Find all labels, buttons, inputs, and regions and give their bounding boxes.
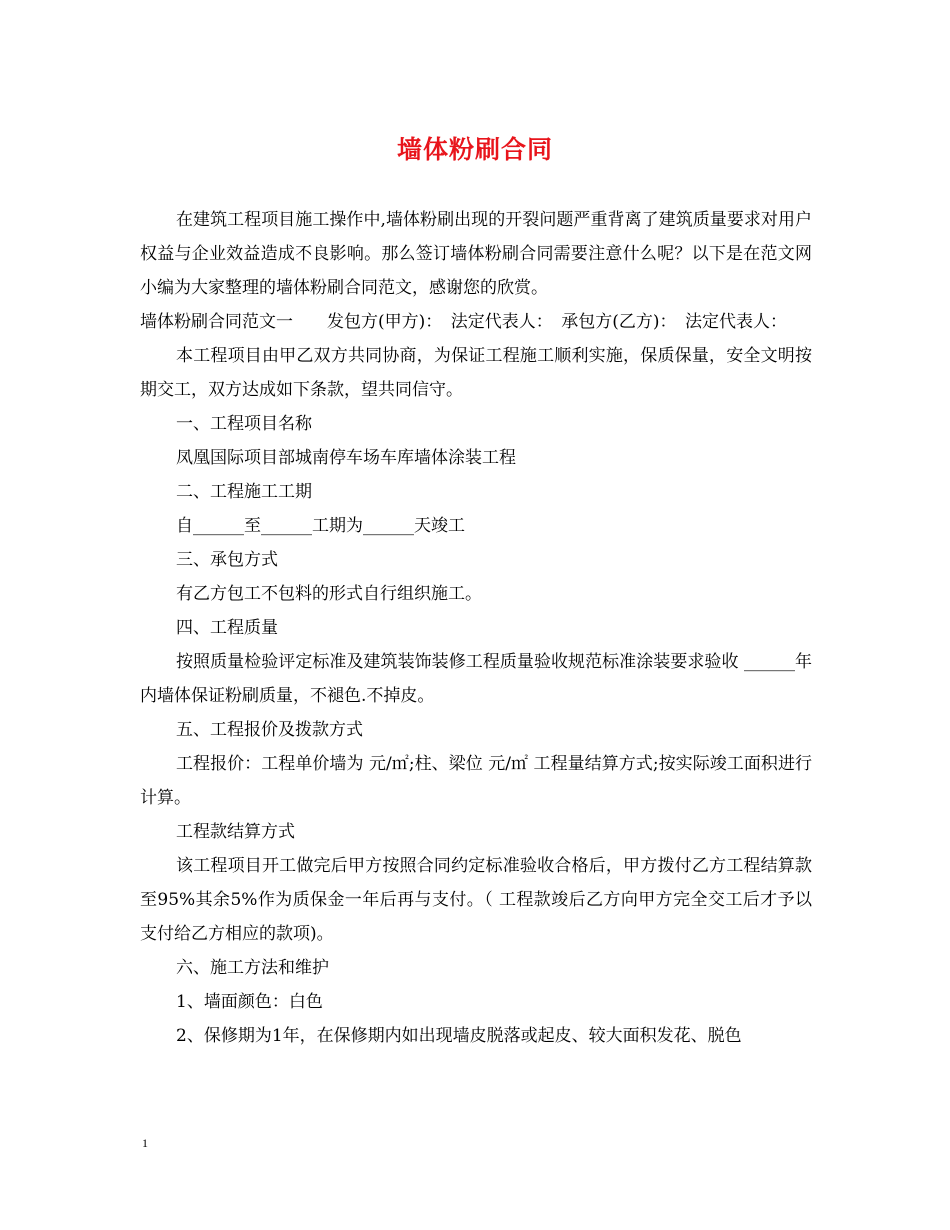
settlement-heading: 工程款结算方式 [176, 822, 295, 842]
warranty-item: 2、保修期为1年，在保修期内如出现墙皮脱落或起皮、较大面积发花、脱色 [176, 1026, 742, 1046]
section-heading-method-maintenance: 六、施工方法和维护 [176, 958, 329, 978]
settlement-text: 该工程项目开工做完后甲方按照合同约定标准验收合格后，甲方拨付乙方工程结算款至95%其余5%作为质保金一年后再与支付。（ 工程款竣后乙方向甲方完全交工后才予以支付给乙方相应的款项)。 [140, 856, 812, 944]
project-name-text: 凤凰国际项目部城南停车场车库墙体涂装工程 [176, 448, 516, 468]
contract-method-text: 有乙方包工不包料的形式自行组织施工。 [176, 584, 482, 604]
document-body [140, 203, 812, 1053]
pricing-text: 工程报价：工程单价墙为 元/㎡;柱、梁位 元/㎡ 工程量结算方式;按实际竣工面积进行计算。 [140, 754, 812, 808]
quality-text: 按照质量检验评定标准及建筑装饰装修工程质量验收规范标准涂装要求验收 ______年内墙体保证粉刷质量，不褪色.不掉皮。 [140, 652, 812, 706]
section-heading-contract-method: 三、承包方式 [176, 550, 278, 570]
agreement-paragraph: 本工程项目由甲乙双方共同协商，为保证工程施工顺利实施，保质保量，安全文明按期交工，双方达成如下条款，望共同信守。 [140, 346, 812, 400]
section-heading-schedule: 二、工程施工工期 [176, 482, 312, 502]
section-heading-project-name: 一、工程项目名称 [176, 414, 312, 434]
contract-parties-line: 墙体粉刷合同范文一 发包方(甲方)： 法定代表人： 承包方(乙方)： 法定代表人： [140, 312, 788, 332]
section-heading-pricing: 五、工程报价及拨款方式 [176, 720, 363, 740]
schedule-text: 自______至______工期为______天竣工 [176, 516, 465, 536]
wall-color-item: 1、墙面颜色：白色 [176, 992, 323, 1012]
intro-paragraph: 在建筑工程项目施工操作中,墙体粉刷出现的开裂问题严重背离了建筑质量要求对用户权益与企业效益造成不良影响。那么签订墙体粉刷合同需要注意什么呢？以下是在范文网小编为大家整理的墙体粉刷合同范文，感谢您的欣赏。 [140, 210, 812, 298]
document-title: 墙体粉刷合同 [396, 135, 553, 164]
page-number: 1 [142, 1136, 148, 1150]
section-heading-quality: 四、工程质量 [176, 618, 278, 638]
